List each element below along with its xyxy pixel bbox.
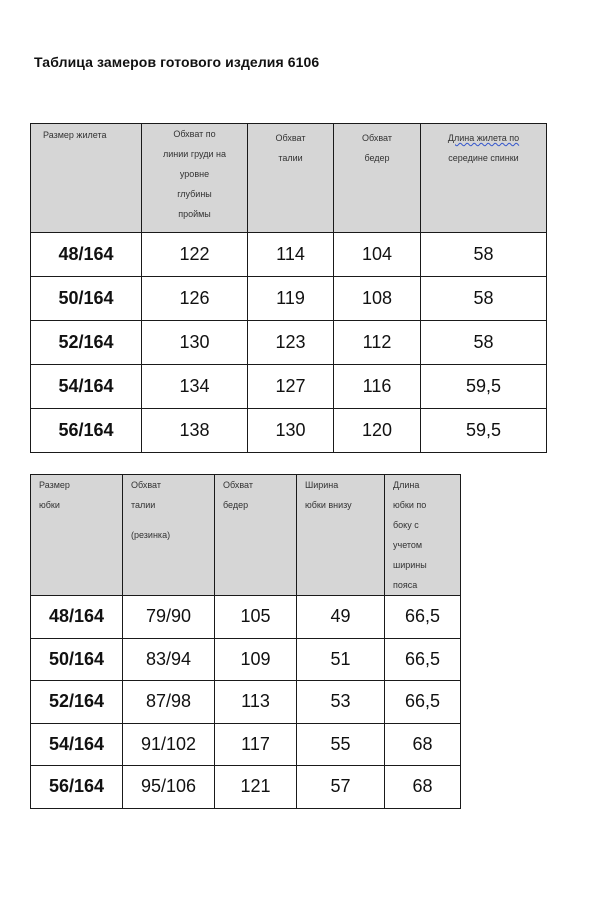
- chest-cell: 130: [142, 321, 248, 365]
- hip-cell: 121: [215, 766, 297, 809]
- hem-width-cell: 57: [297, 766, 385, 809]
- size-cell: 50/164: [31, 277, 142, 321]
- document-title: Таблица замеров готового изделия 6106: [34, 54, 320, 70]
- table-row: [31, 277, 547, 321]
- table-row: [31, 233, 547, 277]
- skirt-table-header: [31, 475, 461, 596]
- waist-cell: 87/98: [123, 681, 215, 724]
- waist-cell: 114: [248, 233, 334, 277]
- chest-cell: 134: [142, 365, 248, 409]
- length-cell: 68: [385, 723, 461, 766]
- chest-cell: 126: [142, 277, 248, 321]
- length-cell: 59,5: [421, 365, 547, 409]
- header-vest-length: Длина жилета по середине спинки: [421, 124, 547, 233]
- hem-width-cell: 51: [297, 638, 385, 681]
- table-row: [31, 409, 547, 453]
- length-cell: 58: [421, 321, 547, 365]
- size-cell: 52/164: [31, 321, 142, 365]
- header-skirt-hip: Обхват бедер: [215, 475, 297, 596]
- length-cell: 66,5: [385, 681, 461, 724]
- size-cell: 54/164: [31, 723, 123, 766]
- length-cell: 58: [421, 277, 547, 321]
- header-vest-size: Размер жилета: [31, 124, 142, 233]
- size-cell: 52/164: [31, 681, 123, 724]
- header-skirt-length: Длина юбки по боку с учетом ширины пояса: [385, 475, 461, 596]
- vest-measurements-table: [30, 123, 547, 453]
- header-hip-girth: Обхват бедер: [334, 124, 421, 233]
- hem-width-cell: 49: [297, 596, 385, 639]
- hip-cell: 112: [334, 321, 421, 365]
- table-row: [31, 596, 461, 639]
- size-cell: 54/164: [31, 365, 142, 409]
- chest-cell: 138: [142, 409, 248, 453]
- length-cell: 66,5: [385, 596, 461, 639]
- table-row: [31, 766, 461, 809]
- length-cell: 68: [385, 766, 461, 809]
- size-cell: 48/164: [31, 596, 123, 639]
- header-skirt-waist: Обхват талии (резинка): [123, 475, 215, 596]
- vest-table-header: [31, 124, 547, 233]
- skirt-measurements-table: [30, 474, 461, 809]
- waist-cell: 79/90: [123, 596, 215, 639]
- waist-cell: 130: [248, 409, 334, 453]
- table-row: [31, 365, 547, 409]
- length-cell: 59,5: [421, 409, 547, 453]
- hip-cell: 116: [334, 365, 421, 409]
- length-cell: 58: [421, 233, 547, 277]
- hip-cell: 104: [334, 233, 421, 277]
- header-skirt-hem-width: Ширина юбки внизу: [297, 475, 385, 596]
- hip-cell: 113: [215, 681, 297, 724]
- table-row: [31, 681, 461, 724]
- waist-cell: 127: [248, 365, 334, 409]
- header-chest-girth: Обхват по линии груди на уровне глубины проймы: [142, 124, 248, 233]
- size-cell: 50/164: [31, 638, 123, 681]
- size-cell: 56/164: [31, 766, 123, 809]
- hip-cell: 117: [215, 723, 297, 766]
- waist-cell: 91/102: [123, 723, 215, 766]
- hip-cell: 120: [334, 409, 421, 453]
- waist-cell: 119: [248, 277, 334, 321]
- hip-cell: 108: [334, 277, 421, 321]
- hip-cell: 109: [215, 638, 297, 681]
- table-row: [31, 321, 547, 365]
- waist-cell: 95/106: [123, 766, 215, 809]
- hip-cell: 105: [215, 596, 297, 639]
- header-waist-girth: Обхват талии: [248, 124, 334, 233]
- table-row: [31, 723, 461, 766]
- waist-cell: 123: [248, 321, 334, 365]
- table-row: [31, 638, 461, 681]
- chest-cell: 122: [142, 233, 248, 277]
- length-cell: 66,5: [385, 638, 461, 681]
- hem-width-cell: 53: [297, 681, 385, 724]
- hem-width-cell: 55: [297, 723, 385, 766]
- size-cell: 56/164: [31, 409, 142, 453]
- size-cell: 48/164: [31, 233, 142, 277]
- header-skirt-size: Размер юбки: [31, 475, 123, 596]
- waist-cell: 83/94: [123, 638, 215, 681]
